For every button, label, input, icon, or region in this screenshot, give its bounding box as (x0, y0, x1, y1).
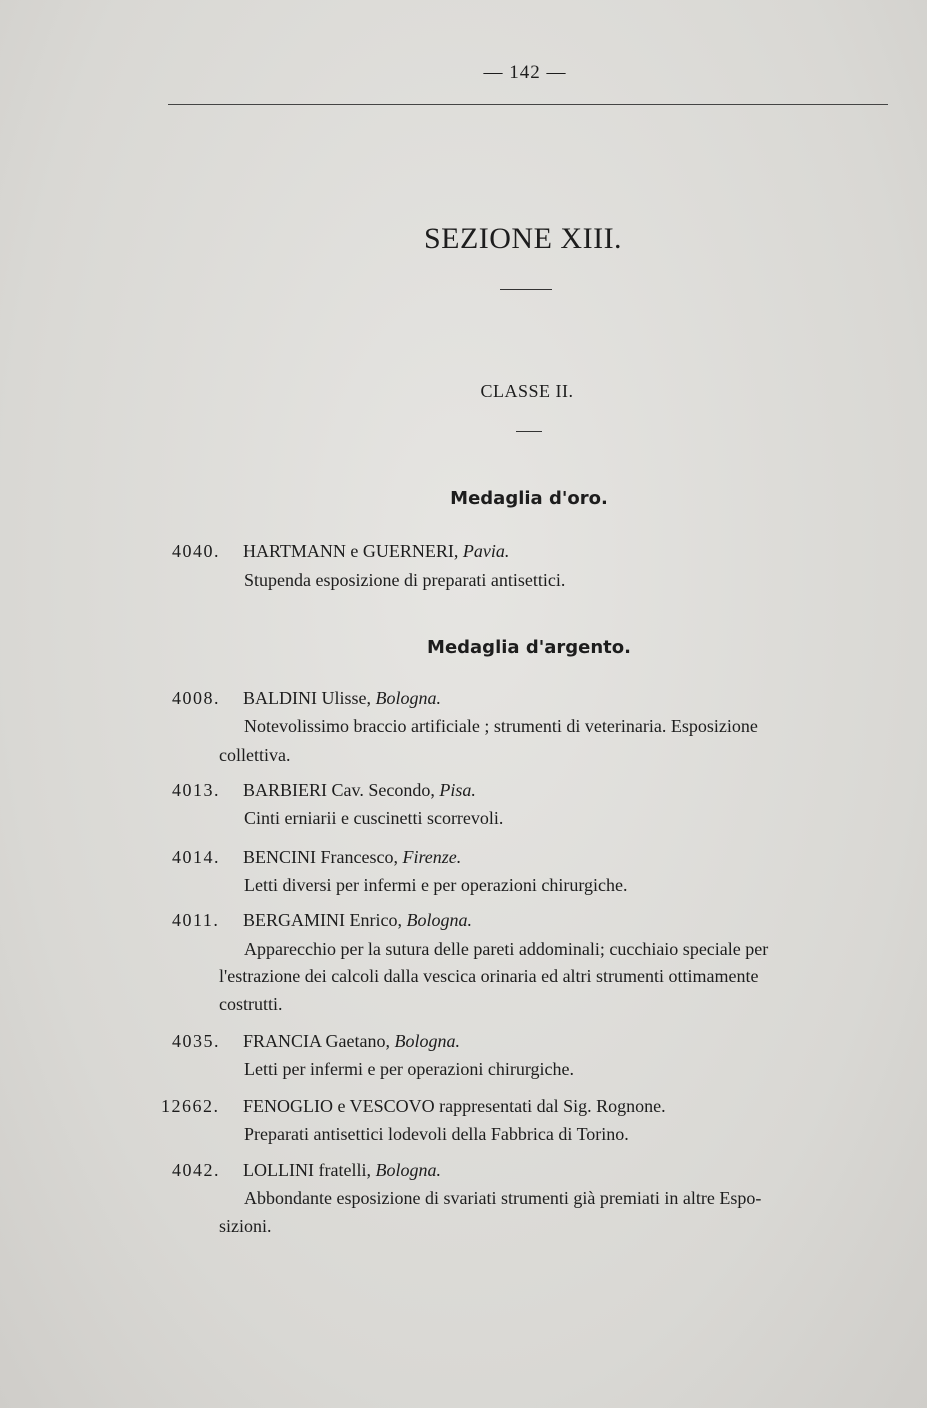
entry-name: LOLLINI fratelli, Bologna. (243, 1160, 441, 1180)
entry-description: Abbondante esposizione di svariati strumenti già premiati in altre Espo- (244, 1188, 762, 1208)
entry-name: BARBIERI Cav. Secondo, Pisa. (243, 780, 476, 800)
section-divider (500, 289, 552, 290)
gold-medal-heading: Medaglia d'oro. (450, 488, 608, 509)
entry-name: HARTMANN e GUERNERI, Pavia. (243, 541, 510, 561)
entry-description-cont: l'estrazione dei calcoli dalla vescica orinaria ed altri strumenti ottimamente (219, 966, 759, 986)
entry-description: Letti per infermi e per operazioni chirurgiche. (244, 1059, 575, 1079)
header-rule (168, 104, 888, 105)
entry-number: 4040. (172, 541, 220, 561)
entry-description: Preparati antisettici lodevoli della Fabbrica di Torino. (244, 1124, 629, 1144)
entry-name: BERGAMINI Enrico, Bologna. (243, 910, 472, 930)
entry-name: FRANCIA Gaetano, Bologna. (243, 1031, 460, 1051)
entry-number: 12662. (161, 1096, 220, 1116)
entry-number: 4035. (172, 1031, 220, 1051)
class-title: CLASSE II. (480, 381, 574, 401)
class-divider (516, 431, 542, 432)
entry-description: Cinti erniarii e cuscinetti scorrevoli. (244, 808, 504, 828)
entry-description: Apparecchio per la sutura delle pareti addominali; cucchiaio speciale per (244, 939, 769, 959)
entry-number: 4013. (172, 780, 220, 800)
entry-number: 4011. (172, 910, 220, 930)
silver-medal-heading: Medaglia d'argento. (427, 637, 631, 658)
entry-number: 4042. (172, 1160, 220, 1180)
entry-name: BENCINI Francesco, Firenze. (243, 847, 462, 867)
entry-description: Stupenda esposizione di preparati antisettici. (244, 570, 566, 590)
page-number: — 142 — (483, 62, 567, 83)
entry-number: 4014. (172, 847, 220, 867)
entry-description: Notevolissimo braccio artificiale ; strumenti di veterinaria. Esposizione (244, 716, 758, 736)
entry-description-cont: costrutti. (219, 994, 283, 1014)
entry-description: Letti diversi per infermi e per operazioni chirurgiche. (244, 875, 628, 895)
entry-number: 4008. (172, 688, 220, 708)
entry-description-cont: sizioni. (219, 1216, 272, 1236)
entry-name: FENOGLIO e VESCOVO rappresentati dal Sig. Rognone. (243, 1096, 666, 1116)
entry-description-cont: collettiva. (219, 745, 291, 765)
entry-name: BALDINI Ulisse, Bologna. (243, 688, 441, 708)
section-title: SEZIONE XIII. (423, 222, 623, 255)
